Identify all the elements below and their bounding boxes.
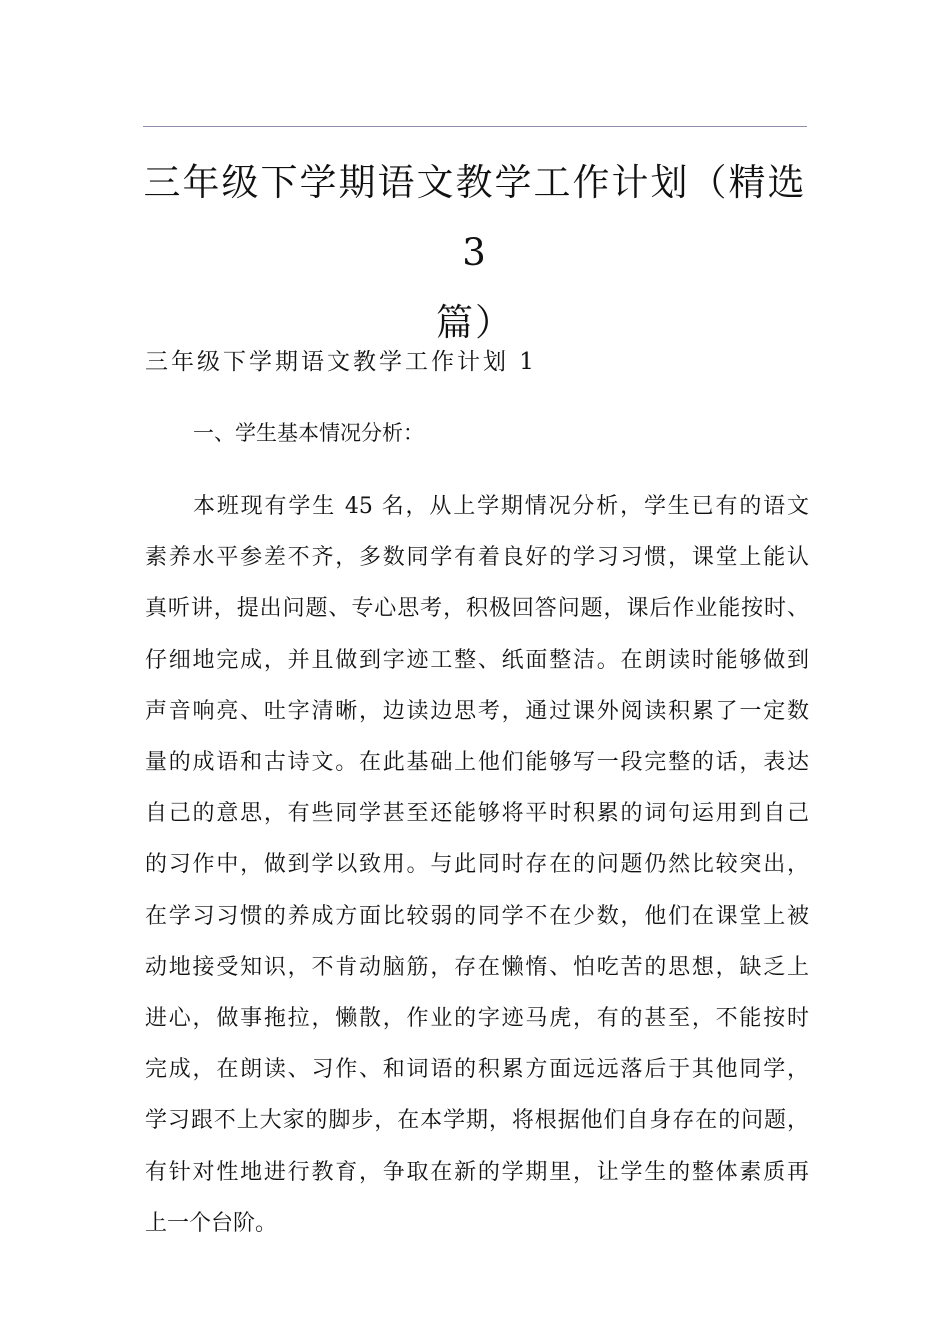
title-line-2: 篇） — [436, 301, 514, 344]
subheading-student-analysis: 一、学生基本情况分析： — [193, 421, 424, 445]
paragraph-line: 声音响亮、吐字清晰，边读边思考，通过课外阅读积累了一定数 — [145, 698, 809, 724]
paragraph-line: 学习跟不上大家的脚步，在本学期，将根据他们自身存在的问题， — [145, 1108, 809, 1134]
paragraph-line: 动地接受知识，不肯动脑筋，存在懒惰、怕吃苦的思想，缺乏上 — [145, 954, 809, 980]
header-rule — [143, 126, 807, 127]
paragraph-line: 进心，做事拖拉，懒散，作业的字迹马虎，有的甚至，不能按时 — [145, 1006, 809, 1032]
paragraph-line: 真听讲，提出问题、专心思考，积极回答问题，课后作业能按时、 — [145, 596, 809, 622]
paragraph-line: 素养水平参差不齐，多数同学有着良好的学习习惯，课堂上能认 — [145, 545, 809, 571]
paragraph-line: 自己的意思，有些同学甚至还能够将平时积累的词句运用到自己 — [145, 801, 809, 827]
paragraph-line: 完成，在朗读、习作、和词语的积累方面远远落后于其他同学， — [145, 1057, 809, 1083]
section-heading: 三年级下学期语文教学工作计划 1 — [145, 349, 537, 375]
paragraph-line: 量的成语和古诗文。在此基础上他们能够写一段完整的话，表达 — [145, 750, 809, 776]
paragraph-line: 的习作中，做到学以致用。与此同时存在的问题仍然比较突出， — [145, 852, 809, 878]
paragraph-line: 上一个台阶。 — [145, 1210, 278, 1236]
paragraph-line: 本班现有学生 45 名，从上学期情况分析，学生已有的语文 — [193, 494, 809, 519]
paragraph-line: 有针对性地进行教育，争取在新的学期里，让学生的整体素质再 — [145, 1159, 809, 1185]
paragraph-line: 在学习习惯的养成方面比较弱的同学不在少数，他们在课堂上被 — [145, 903, 809, 929]
title-line-1: 三年级下学期语文教学工作计划（精选 3 — [143, 161, 807, 274]
paragraph-line: 仔细地完成，并且做到字迹工整、纸面整洁。在朗读时能够做到 — [145, 647, 809, 673]
body-paragraph — [145, 481, 809, 1249]
document-title — [143, 148, 807, 358]
